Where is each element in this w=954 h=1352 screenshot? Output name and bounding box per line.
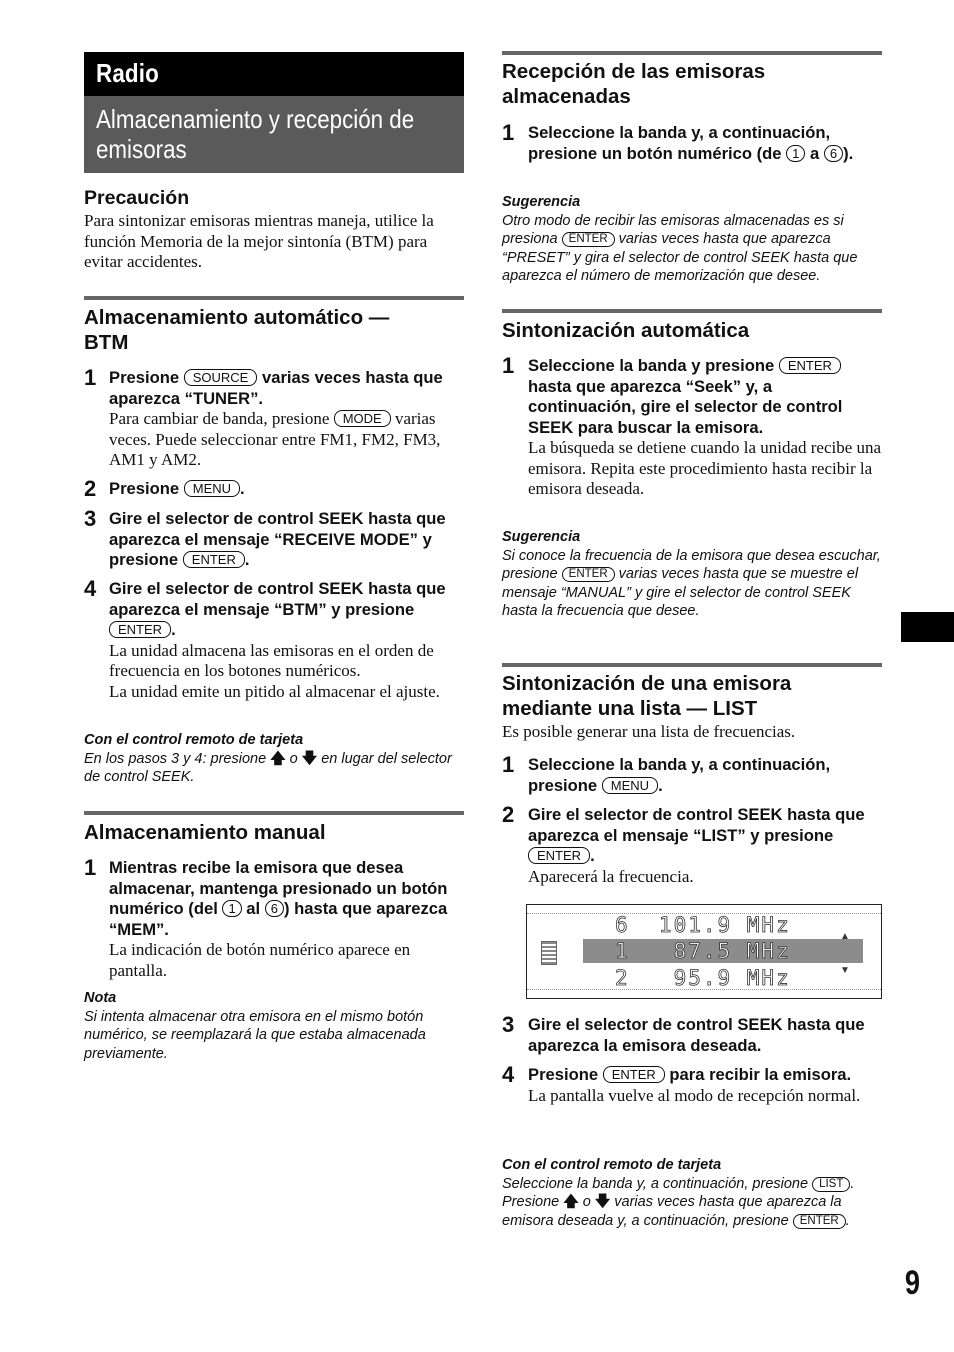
note-text: Si intenta almacenar otra emisora en el mismo botón numérico, se reemplazará la que estaba almacenada previamente.: [84, 1008, 426, 1062]
auto-heading: Sintonización automática: [502, 319, 750, 342]
chapter-title: Radio: [96, 58, 159, 88]
recepcion-step-1: [502, 120, 882, 164]
enter-key: ENTER: [793, 1214, 846, 1229]
recepcion-heading: Recepción de las emisoras almacenadas: [502, 60, 766, 108]
list-intro: Es posible generar una lista de frecuencias.: [502, 722, 796, 741]
note-text: o: [289, 750, 298, 767]
note-text: . Presione: [502, 1175, 855, 1210]
step-text: ) hasta que aparezca “MEM”.: [109, 899, 448, 939]
lcd-row-selected: [583, 939, 863, 963]
up-arrow-icon: 🡅: [270, 749, 286, 767]
step-text: Presione: [109, 479, 180, 498]
step-text: para recibir la emisora.: [669, 1065, 852, 1084]
note-text: Si conoce la frecuencia de la emisora que desea escuchar, presione: [502, 547, 881, 582]
list-remote-note: [502, 1156, 882, 1230]
preset-6-key: 6: [824, 145, 843, 162]
recepcion-section: [502, 59, 882, 109]
menu-key: MENU: [602, 777, 658, 794]
mode-key: MODE: [334, 410, 391, 427]
step-number: 3: [84, 506, 97, 531]
note-text: varias veces hasta que aparezca la emisora deseada y, a continuación, presione: [502, 1194, 842, 1229]
step-text: Gire el selector de control SEEK hasta que aparezca el mensaje “LIST” y presione: [528, 805, 865, 845]
list-step-3: [502, 1012, 882, 1056]
lcd-row: [583, 913, 863, 937]
list-step-2: [502, 802, 882, 887]
note-text: Otro modo de recibir las emisoras almacenadas es si presiona: [502, 212, 844, 247]
btm-step-3: [84, 506, 464, 571]
section-banner: [84, 96, 464, 173]
step-text: Gire el selector de control SEEK hasta que aparezca el mensaje “RECEIVE MODE” y presione: [109, 509, 446, 569]
list-icon: [541, 941, 557, 965]
step-detail: varias veces. Puede seleccionar entre FM1, FM2, FM3, AM1 y AM2.: [109, 409, 441, 469]
enter-key: ENTER: [603, 1066, 665, 1083]
step-text: Seleccione la banda y presione: [528, 356, 775, 375]
preset-1-key: 1: [222, 900, 241, 917]
note-text: .: [845, 1212, 850, 1229]
enter-key: ENTER: [562, 232, 615, 247]
step-detail: La unidad almacena las emisoras en el orden de frecuencia en los botones numéricos.: [109, 640, 434, 680]
note-text: varias veces hasta que aparezca “PRESET” y gira el selector de control SEEK hasta que aparezca el número de memorización que desee.: [502, 231, 858, 284]
precaution-section: [84, 186, 464, 273]
list-step-1: [502, 752, 882, 796]
step-text: a: [810, 143, 820, 163]
manual-heading: Almacenamiento manual: [84, 821, 326, 844]
step-text: ).: [843, 143, 854, 163]
down-arrow-icon: 🡇: [594, 1193, 611, 1210]
step-detail: La pantalla vuelve al modo de recepción normal.: [528, 1085, 861, 1105]
lcd-row: [583, 966, 863, 990]
lcd-row-text: 2 95.9 MHz: [615, 966, 791, 990]
chapter-banner: [84, 52, 464, 96]
section-edge-tab: [901, 612, 954, 642]
divider: [502, 309, 882, 313]
auto-step-1: [502, 353, 882, 500]
manual-section: [84, 820, 464, 845]
preset-1-key: 1: [786, 145, 805, 162]
step-detail: Para cambiar de banda, presione: [109, 409, 330, 428]
scroll-down-icon: ▼: [840, 965, 850, 976]
step-number: 2: [84, 476, 97, 501]
btm-step-4: [84, 576, 464, 702]
step-number: 1: [502, 120, 515, 145]
list-step-4: [502, 1062, 882, 1106]
step-text: hasta que aparezca “Seek” y, a continuación, gire el selector de control SEEK para buscar la emisora.: [528, 376, 843, 437]
step-text: Presione: [109, 368, 180, 387]
source-key: SOURCE: [184, 369, 258, 386]
auto-tip: [502, 528, 882, 621]
manual-step-1: [84, 855, 464, 981]
punct: .: [240, 479, 245, 498]
note-text: en lugar del selector de control SEEK.: [84, 750, 452, 785]
step-text: Gire el selector de control SEEK hasta que aparezca el mensaje “BTM” y presione: [109, 579, 446, 619]
btm-step-2: [84, 476, 464, 501]
note-heading: Sugerencia: [502, 194, 581, 210]
recepcion-tip: [502, 193, 882, 286]
step-detail: Aparecerá la frecuencia.: [528, 866, 694, 886]
list-section: [502, 671, 882, 743]
note-text: o: [582, 1194, 591, 1210]
scroll-up-icon: ▲: [840, 931, 850, 942]
lcd-bottom-segments: [527, 989, 881, 998]
punct: .: [244, 550, 250, 569]
step-number: 1: [84, 855, 97, 880]
step-number: 1: [84, 365, 97, 390]
note-heading: Nota: [84, 990, 117, 1006]
section-title: Almacenamiento y recepción de emisoras: [96, 104, 415, 164]
btm-step-1: [84, 365, 464, 471]
precaution-heading: Precaución: [84, 187, 190, 209]
punct: .: [171, 620, 176, 639]
divider: [84, 296, 464, 300]
note-text: Seleccione la banda y, a continuación, presione: [502, 1175, 809, 1192]
divider: [502, 51, 882, 55]
menu-key: MENU: [184, 480, 240, 497]
up-arrow-icon: 🡅: [563, 1193, 579, 1210]
note-heading: Sugerencia: [502, 529, 581, 545]
step-text: Presione: [528, 1065, 599, 1084]
step-text: Mientras recibe la emisora que desea almacenar, mantenga presionado un botón numérico (del: [109, 858, 448, 918]
auto-section: [502, 318, 882, 343]
step-number: 4: [502, 1062, 515, 1087]
step-number: 2: [502, 802, 515, 827]
preset-6-key: 6: [265, 900, 284, 917]
step-text: Gire el selector de control SEEK hasta que aparezca la emisora deseada.: [528, 1015, 865, 1055]
step-number: 3: [502, 1012, 515, 1037]
punct: .: [590, 846, 595, 865]
btm-remote-note: [84, 731, 464, 787]
lcd-frequency-list: [526, 904, 882, 999]
note-heading: Con el control remoto de tarjeta: [502, 1157, 722, 1173]
enter-key: ENTER: [562, 567, 615, 582]
step-text: varias veces hasta que aparezca “TUNER”.: [109, 368, 443, 408]
divider: [502, 663, 882, 667]
btm-heading: Almacenamiento automático — BTM: [84, 306, 390, 354]
step-number: 1: [502, 752, 515, 777]
enter-key: ENTER: [528, 847, 590, 864]
page-number: 9: [904, 1264, 921, 1302]
step-detail: La búsqueda se detiene cuando la unidad recibe una emisora. Repita este procedimiento hasta recibir la emisora deseada.: [528, 438, 882, 498]
enter-key: ENTER: [109, 621, 171, 638]
step-detail: La unidad emite un pitido al almacenar el ajuste.: [109, 681, 440, 701]
down-arrow-icon: 🡇: [301, 749, 318, 767]
lcd-row-text: 1 87.5 MHz: [615, 939, 791, 963]
list-key: LIST: [812, 1177, 850, 1192]
manual-note: [84, 989, 464, 1063]
enter-key: ENTER: [183, 551, 245, 568]
step-number: 4: [84, 576, 97, 601]
step-text: Seleccione la banda y, a continuación, presione un botón numérico (de: [528, 123, 831, 163]
step-text: al: [246, 899, 261, 918]
lcd-row-text: 6 101.9 MHz: [615, 913, 791, 937]
step-text: Seleccione la banda y, a continuación, presione: [528, 755, 831, 795]
step-number: 1: [502, 353, 515, 378]
list-heading: Sintonización de una emisora mediante una lista — LIST: [502, 672, 792, 720]
note-text: varias veces hasta que se muestre el mensaje “MANUAL” y gire el selector de control SEEK hasta la frecuencia que desee.: [502, 566, 859, 619]
btm-section: [84, 305, 464, 355]
enter-key: ENTER: [779, 357, 841, 374]
punct: .: [658, 775, 663, 795]
note-heading: Con el control remoto de tarjeta: [84, 732, 304, 748]
precaution-text: Para sintonizar emisoras mientras maneja, utilice la función Memoria de la mejor sintonía (BTM) para evitar accidentes.: [84, 211, 434, 271]
step-detail: La indicación de botón numérico aparece en pantalla.: [109, 940, 411, 980]
note-text: En los pasos 3 y 4: presione: [84, 750, 267, 767]
divider: [84, 811, 464, 815]
